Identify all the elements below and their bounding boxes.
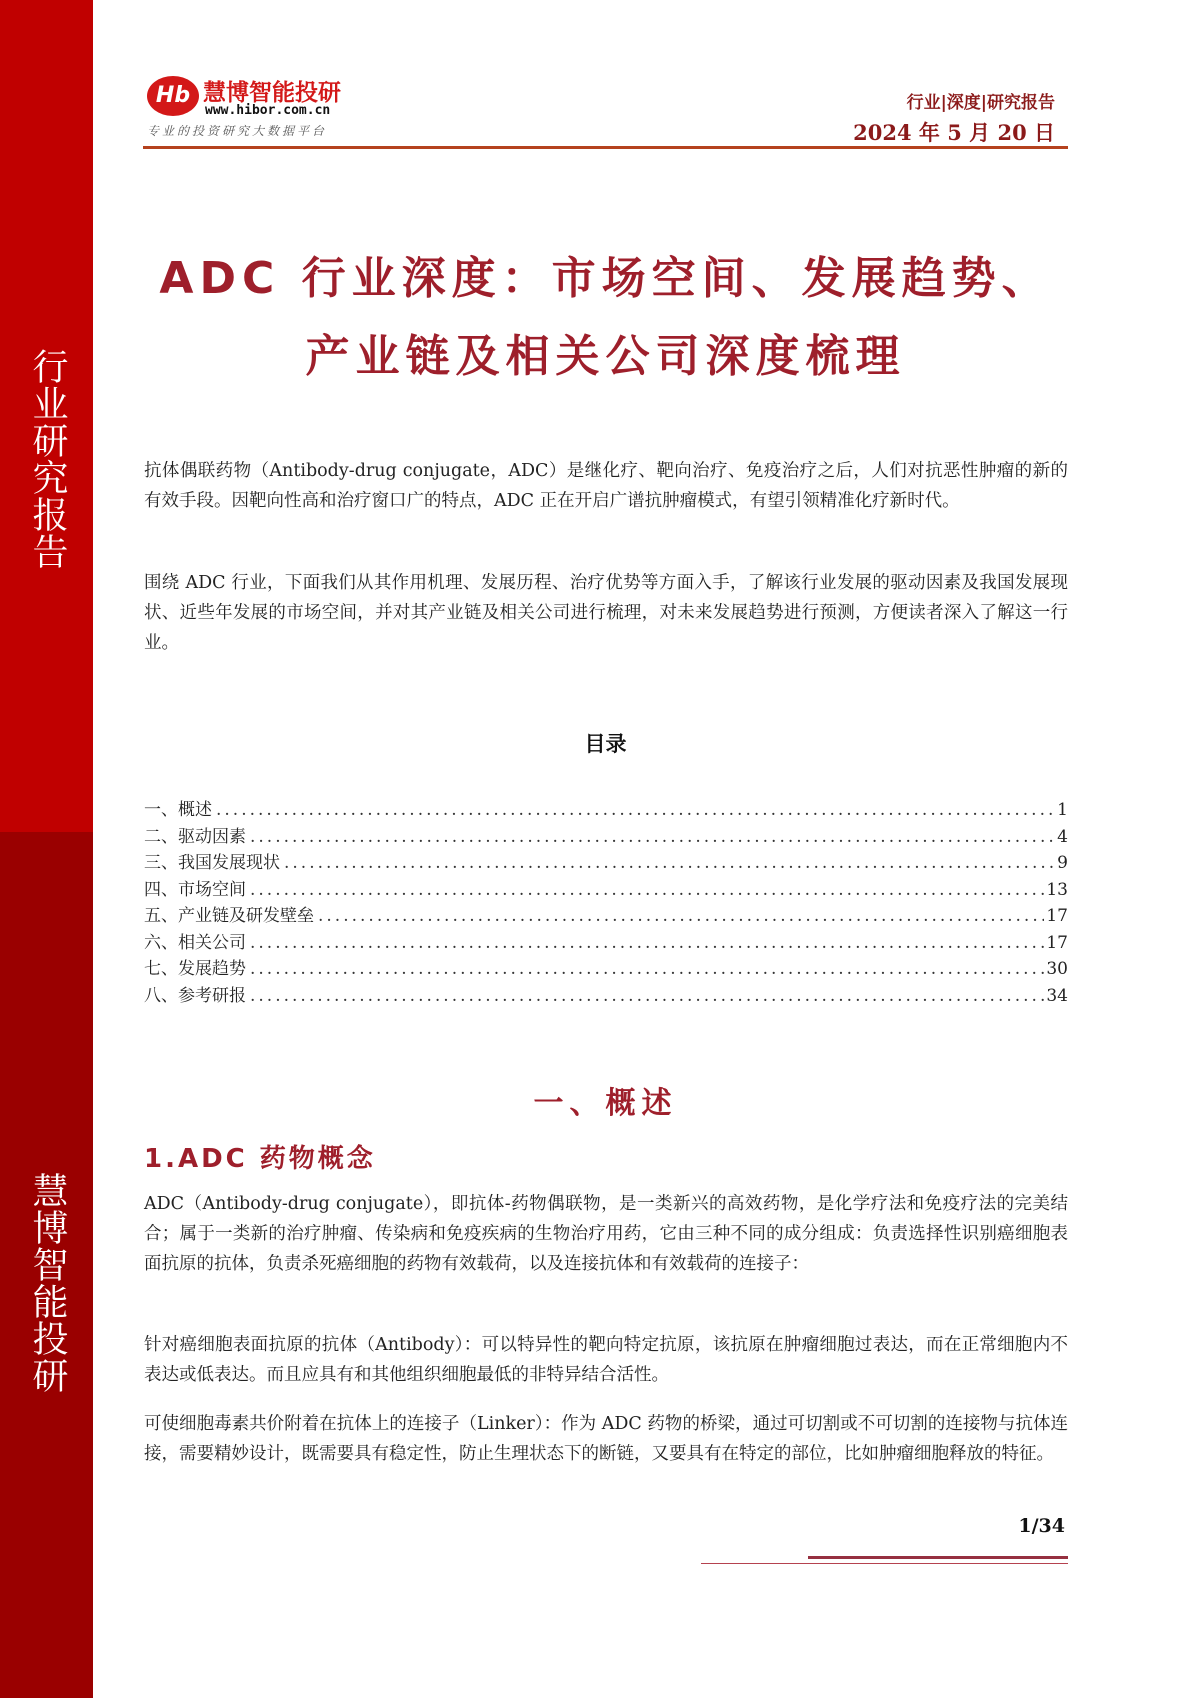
- logo-url: www.hibor.com.cn: [205, 103, 331, 118]
- header-divider: [143, 146, 1068, 149]
- toc-item-page: 34: [1046, 985, 1068, 1006]
- toc-leader-dots: [250, 983, 1044, 1010]
- page-indicator: 1/34: [1018, 1515, 1065, 1537]
- toc-item[interactable]: [144, 824, 1068, 851]
- toc-item-label: 一、概述: [144, 800, 212, 820]
- sidebar-label-brand: 慧博智能投研: [27, 1172, 68, 1394]
- intro-paragraph: 围绕 ADC 行业，下面我们从其作用机理、发展历程、治疗优势等方面入手，了解该行业发展的驱动因素及我国发展现状、近些年发展的市场空间，并对其产业链及相关公司进行梳理，对未来发展趋势进行预测，方便读者深入了解这一行业。: [144, 573, 1068, 653]
- toc-leader-dots: [250, 824, 1055, 851]
- toc-item-page: 4: [1057, 826, 1068, 847]
- toc-item[interactable]: [144, 930, 1068, 957]
- brand-logo: [147, 72, 367, 142]
- toc-item-label: 七、发展趋势: [144, 959, 246, 979]
- footer-divider-thin: [701, 1563, 1068, 1564]
- toc-item[interactable]: [144, 850, 1068, 877]
- toc-item-page: 13: [1046, 879, 1068, 900]
- sidebar-label-report-type: 行业研究报告: [27, 348, 68, 570]
- toc-leader-dots: [284, 850, 1055, 877]
- toc-item[interactable]: [144, 797, 1068, 824]
- toc-item-label: 八、参考研报: [144, 985, 246, 1006]
- toc-leader-dots: [250, 930, 1044, 957]
- section-heading: 一、概述: [533, 1086, 678, 1121]
- footer-divider-thick: [808, 1556, 1068, 1559]
- body-paragraph: 针对癌细胞表面抗原的抗体（Antibody）：可以特异性的靶向特定抗原，该抗原在肿瘤细胞过表达，而在正常细胞内不表达或低表达。而且应具有和其他组织细胞最低的非特异结合活性。: [144, 1335, 1068, 1385]
- table-of-contents: [144, 797, 1068, 1009]
- intro-paragraph: 抗体偶联药物（Antibody-drug conjugate，ADC）是继化疗、靶向治疗、免疫治疗之后，人们对抗恶性肿瘤的新的有效手段。因靶向性高和治疗窗口广的特点，ADC 正在开启广谱抗肿瘤模式，有望引领精准化疗新时代。: [144, 461, 1068, 511]
- toc-leader-dots: [216, 797, 1055, 824]
- logo-badge-icon: Hb: [147, 76, 199, 116]
- logo-slogan: 专业的投资研究大数据平台: [147, 124, 328, 138]
- toc-item[interactable]: [144, 877, 1068, 904]
- toc-item[interactable]: [144, 903, 1068, 930]
- toc-item-label: 四、市场空间: [144, 879, 246, 900]
- toc-item-page: 1: [1057, 800, 1068, 820]
- subsection-heading: 1.ADC 药物概念: [144, 1144, 376, 1174]
- toc-title: 目录: [584, 732, 627, 756]
- report-date: 2024 年 5 月 20 日: [853, 120, 1055, 145]
- body-paragraph: ADC（Antibody-drug conjugate），即抗体-药物偶联物，是一类新兴的高效药物，是化学疗法和免疫疗法的完美结合；属于一类新的治疗肿瘤、传染病和免疫疾病的生物治疗用药，它由三种不同的成分组成：负责选择性识别癌细胞表面抗原的抗体，负责杀死癌细胞的药物有效载荷，以及连接抗体和有效载荷的连接子：: [144, 1194, 1068, 1274]
- toc-item-page: 17: [1046, 932, 1068, 953]
- toc-item-label: 三、我国发展现状: [144, 853, 280, 873]
- document-title: ADC 行业深度：市场空间、发展趋势、产业链及相关公司深度梳理: [159, 253, 1052, 382]
- toc-leader-dots: [250, 877, 1044, 904]
- logo-name: 慧博智能投研: [203, 80, 341, 106]
- toc-item[interactable]: [144, 983, 1068, 1010]
- toc-leader-dots: [318, 903, 1044, 930]
- toc-item-page: 30: [1046, 959, 1068, 979]
- toc-item-label: 六、相关公司: [144, 932, 246, 953]
- toc-item-label: 二、驱动因素: [144, 826, 246, 847]
- toc-item-page: 9: [1057, 853, 1068, 873]
- toc-item-label: 五、产业链及研发壁垒: [144, 906, 314, 926]
- toc-item-page: 17: [1046, 906, 1068, 926]
- report-type: 行业|深度|研究报告: [906, 93, 1055, 113]
- toc-leader-dots: [250, 956, 1044, 983]
- body-paragraph: 可使细胞毒素共价附着在抗体上的连接子（Linker）：作为 ADC 药物的桥梁，通过可切割或不可切割的连接物与抗体连接，需要精妙设计，既需要具有稳定性，防止生理状态下的断链，又要具有在特定的部位，比如肿瘤细胞释放的特征。: [144, 1414, 1068, 1464]
- toc-item[interactable]: [144, 956, 1068, 983]
